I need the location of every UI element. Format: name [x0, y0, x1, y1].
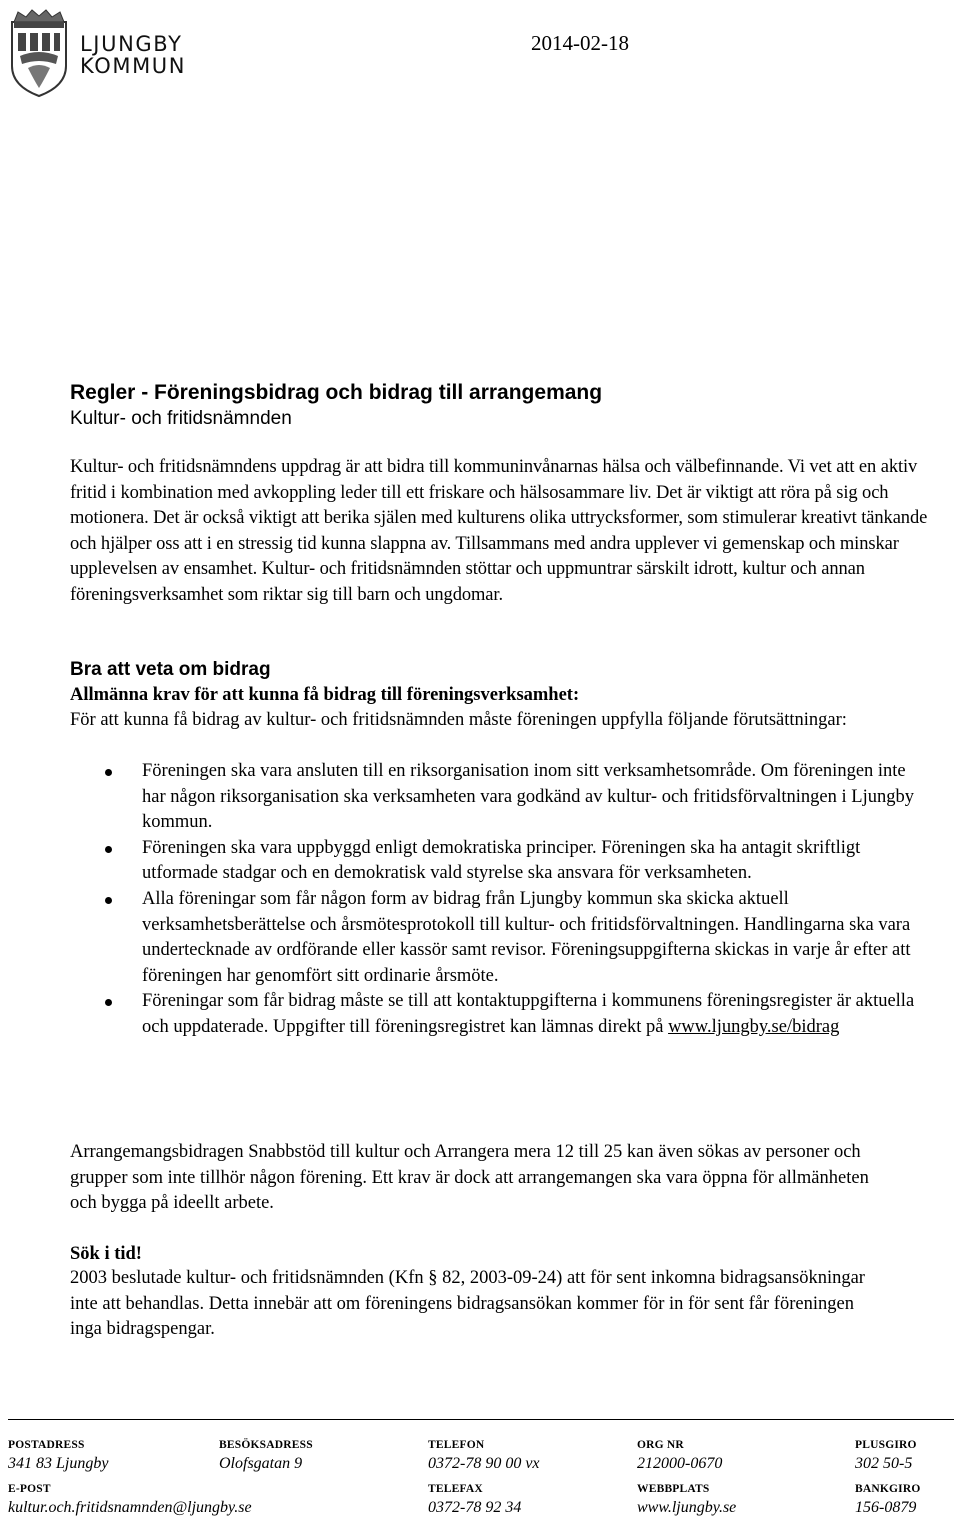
document-date: 2014-02-18	[531, 31, 629, 55]
footer-label: BESÖKSADRESS	[219, 1439, 313, 1451]
footer-bankgiro	[855, 1481, 921, 1519]
footer-fax	[428, 1481, 521, 1519]
bidrag-link[interactable]: www.ljungby.se/bidrag	[668, 1016, 840, 1037]
list-item-text: Föreningen ska vara ansluten till en riksorganisation inom sitt verksamhetsområde. Om föreningen inte har någon riksorganisation ska verksamheten vara godkänd av kultur- och fritidsförvaltningen i Ljungby kommun.	[142, 761, 914, 833]
municipality-name-line2: KOMMUN	[80, 54, 187, 78]
footer-value[interactable]: kultur.och.fritidsnamnden@ljungby.se	[8, 1499, 252, 1516]
footer-value: 0372-78 90 00 vx	[428, 1455, 540, 1472]
requirements-list	[70, 759, 920, 1041]
bullet-icon	[105, 769, 112, 776]
footer-label: TELEFAX	[428, 1483, 483, 1495]
coat-of-arms-icon	[8, 8, 70, 98]
footer-divider	[8, 1419, 954, 1420]
apply-in-time-heading: Sök i tid!	[70, 1244, 142, 1264]
municipality-logo	[8, 8, 208, 98]
footer-value: 341 83 Ljungby	[8, 1455, 109, 1472]
arrangement-paragraph: Arrangemangsbidragen Snabbstöd till kultur och Arrangera mera 12 till 25 kan även sökas av personer och grupper som inte tillhör någon förening. Ett krav är dock att arrangemangen ska vara öppna för allmänheten och bygga på ideellt arbete.	[70, 1142, 869, 1214]
footer-visiting-address	[219, 1437, 313, 1475]
section-heading: Bra att veta om bidrag	[70, 659, 271, 680]
footer-value: Olofsgatan 9	[219, 1455, 303, 1472]
municipality-name	[80, 34, 186, 78]
apply-in-time-paragraph: 2003 beslutade kultur- och fritidsnämnden (Kfn § 82, 2003-09-24) att för sent inkomna bidragsansökningar inte att behandlas. Detta innebär att om föreningens bidragsansökan kommer för in för sent får föreningen inga bidragspengar.	[70, 1268, 865, 1340]
bullet-icon	[105, 897, 112, 904]
footer-label: POSTADRESS	[8, 1439, 85, 1451]
footer-label: PLUSGIRO	[855, 1439, 917, 1451]
requirements-heading: Allmänna krav för att kunna få bidrag till föreningsverksamhet:	[70, 685, 580, 705]
document-title: Regler - Föreningsbidrag och bidrag till arrangemang	[70, 381, 603, 404]
intro-paragraph: Kultur- och fritidsnämndens uppdrag är att bidra till kommuninvånarnas hälsa och välbefinnande. Vi vet att en aktiv fritid i kombination med avkoppling leder till ett friskare och hälsosammare liv. Det är viktigt att röra på sig och motionera. Det är också viktigt att berika själen med kulturens olika uttrycksformer, som stimulerar kreativt tänkande och hjälper oss att i en stressig tid kunna slappna av. Tillsammans med andra upplever vi gemenskap och minskar upplevelsen av ensamhet. Kultur- och fritidsnämnden stöttar och uppmuntrar särskilt idrott, kultur och annan föreningsverksamhet som riktar sig till barn och ungdomar.	[70, 457, 928, 605]
municipality-name-line1: LJUNGBY	[80, 32, 183, 56]
footer-value: 302 50-5	[855, 1455, 913, 1472]
footer-value: 0372-78 92 34	[428, 1499, 522, 1516]
footer-value[interactable]: www.ljungby.se	[637, 1499, 737, 1516]
footer-label: WEBBPLATS	[637, 1483, 710, 1495]
list-item-text: Föreningar som får bidrag måste se till att kontaktuppgifterna i kommunens föreningsregister är aktuella och uppdaterade. Uppgifter till föreningsregistret kan lämnas direkt på	[142, 991, 915, 1037]
bullet-icon	[105, 999, 112, 1006]
footer-website	[637, 1481, 736, 1519]
list-item	[70, 836, 920, 887]
footer-value: 156-0879	[855, 1499, 917, 1516]
list-item	[70, 887, 920, 989]
footer-phone	[428, 1437, 540, 1475]
footer-email	[8, 1481, 252, 1519]
footer-label: ORG NR	[637, 1439, 684, 1451]
requirements-intro: För att kunna få bidrag av kultur- och fritidsnämnden måste föreningen uppfylla följande förutsättningar:	[70, 710, 847, 730]
footer-label: E-POST	[8, 1483, 51, 1495]
list-item-text: Föreningen ska vara uppbyggd enligt demokratiska principer. Föreningen ska ha antagit skriftligt utformade stadgar och en demokratisk vald styrelse ska ansvara för verksamheten.	[142, 837, 861, 884]
footer-label: TELEFON	[428, 1439, 485, 1451]
footer-plusgiro	[855, 1437, 917, 1475]
footer-value: 212000-0670	[637, 1455, 723, 1472]
footer-org-number	[637, 1437, 722, 1475]
document-subtitle: Kultur- och fritidsnämnden	[70, 408, 292, 429]
footer-label: BANKGIRO	[855, 1483, 921, 1495]
footer-postal-address	[8, 1437, 108, 1475]
list-item	[70, 759, 920, 836]
bullet-icon	[105, 846, 112, 853]
list-item	[70, 989, 920, 1040]
list-item-text: Alla föreningar som får någon form av bidrag från Ljungby kommun ska skicka aktuell verksamhetsberättelse och årsmötesprotokoll till kultur- och fritidsförvaltningen. Handlingarna ska vara undertecknade av ordförande eller kassör samt revisor. Föreningsuppgifterna skickas in varje år efter att föreningen har genomfört sitt ordinarie årsmöte.	[142, 888, 911, 986]
